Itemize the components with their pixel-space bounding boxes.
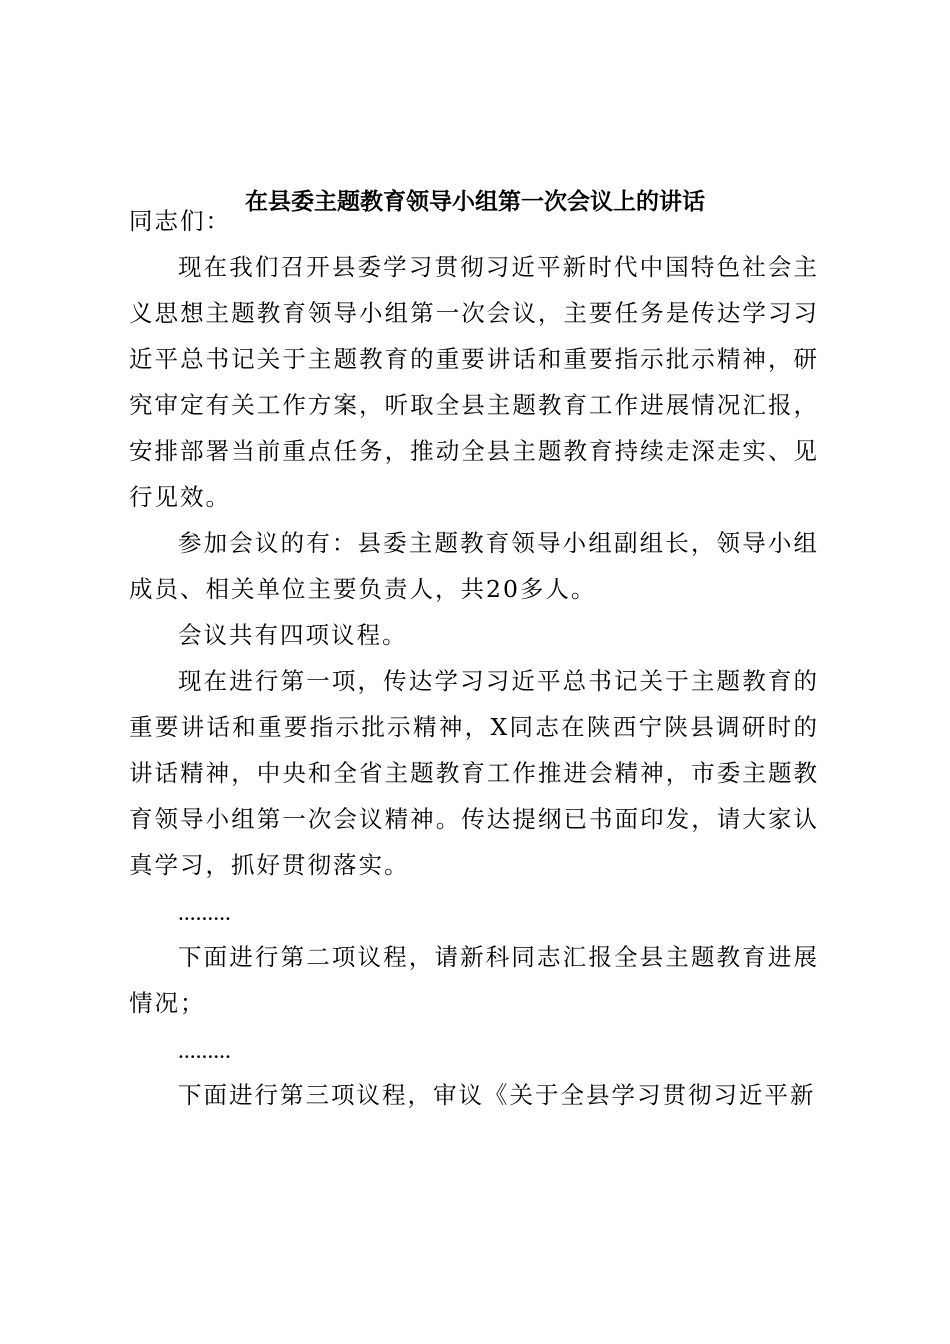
document-title: 在县委主题教育领导小组第一次会议上的讲话: [245, 188, 705, 215]
paragraph-agenda-item-2: 下面进行第二项议程，请新科同志汇报全县主题教育进展情况；: [129, 943, 819, 1017]
paragraph-agenda-count: 会议共有四项议程。: [178, 621, 408, 649]
paragraph-agenda-item-3: 下面进行第三项议程，审议《关于全县学习贯彻习近平新: [178, 1081, 816, 1109]
salutation: 同志们：: [129, 207, 231, 235]
paragraph-agenda-item-1: 现在进行第一项，传达学习习近平总书记关于主题教育的重要讲话和重要指示批示精神，X同志在陕西宁陕县调研时的讲话精神，中央和全省主题教育工作推进会精神，市委主题教育领导小组第一次会议精神。传达提纲已书面印发，请大家认真学习，抓好贯彻落实。: [129, 667, 819, 879]
ellipsis-1: .........: [178, 900, 231, 926]
ellipsis-2: .........: [178, 1038, 231, 1064]
paragraph-meeting-purpose: 现在我们召开县委学习贯彻习近平新时代中国特色社会主义思想主题教育领导小组第一次会议，主要任务是传达学习习近平总书记关于主题教育的重要讲话和重要指示批示精神，研究审定有关工作方案，听取全县主题教育工作进展情况汇报，安排部署当前重点任务，推动全县主题教育持续走深走实、见行见效。: [129, 253, 819, 511]
paragraph-attendees: 参加会议的有：县委主题教育领导小组副组长，领导小组成员、相关单位主要负责人，共20多人。: [129, 529, 819, 603]
document-body: [129, 198, 819, 1118]
